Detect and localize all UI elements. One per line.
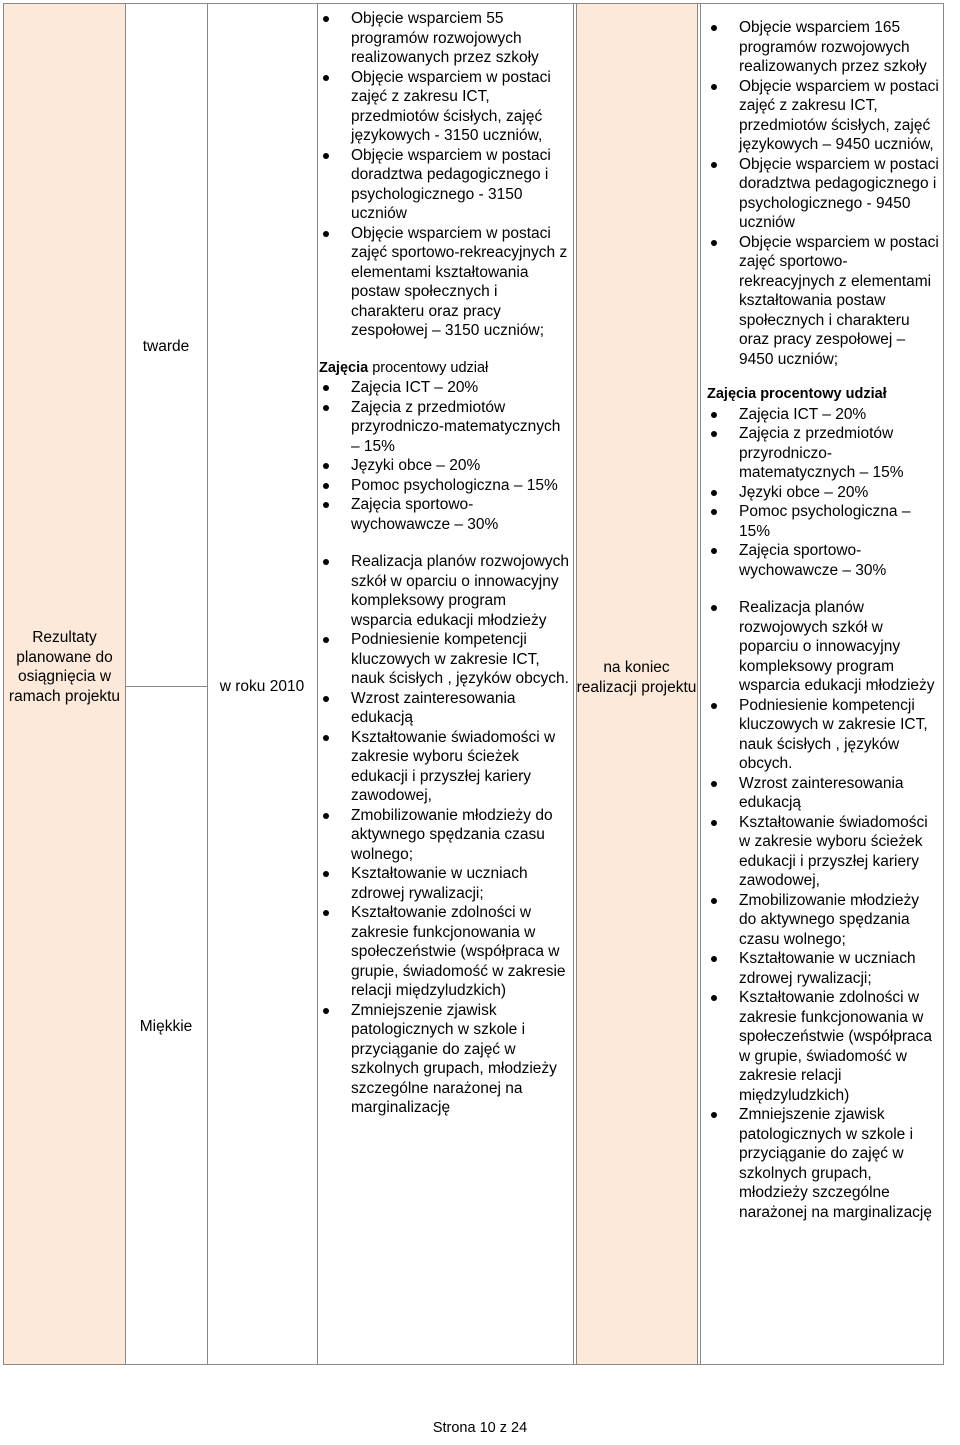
list-item: Wzrost zainteresowania edukacją xyxy=(707,774,939,813)
list-item: Zajęcia ICT – 20% xyxy=(319,378,569,398)
list-item: Podniesienie kompetencji kluczowych w zakresie ICT, nauk ścisłych , języków obcych. xyxy=(707,696,939,774)
soft-label: Miękkie xyxy=(139,1018,193,1035)
list-item: Zajęcia sportowo-wychowawcze – 30% xyxy=(319,495,569,534)
list-item: Objęcie wsparciem w postaci zajęć z zakresu ICT, przedmiotów ścisłych, zajęć językowych – 9450 uczniów, xyxy=(707,77,939,155)
list-item: Realizacja planów rozwojowych szkół w oparciu o innowacyjny kompleksowy program wsparcia edukacji młodzieży xyxy=(319,552,569,630)
results-label: Rezultaty planowane do osiągnięcia w ramach projektu xyxy=(8,629,121,705)
list-item: Objęcie wsparciem 55 programów rozwojowych realizowanych przez szkoły xyxy=(319,9,569,68)
list-item: Pomoc psychologiczna – 15% xyxy=(319,476,569,496)
list-item: Objęcie wsparciem w postaci zajęć sportowo-rekreacyjnych z elementami kształtowania postaw społecznych i charakteru oraz pracy zespołowej – 3150 uczniów; xyxy=(319,224,569,341)
end-column xyxy=(707,18,939,1222)
list-item: Kształtowanie w uczniach zdrowej rywalizacji; xyxy=(319,864,569,903)
list-item: Kształtowanie zdolności w zakresie funkcjonowania w społeczeństwie (współpraca w grupie, świadomość w zakresie relacji międzyludzkich) xyxy=(319,903,569,1001)
divider xyxy=(125,686,207,687)
share-heading: Zajęcia procentowy udział xyxy=(707,386,887,402)
list-item: Podniesienie kompetencji kluczowych w zakresie ICT, nauk ścisłych , języków obcych. xyxy=(319,630,569,689)
list-item: Zajęcia z przedmiotów przyrodniczo-matematycznych – 15% xyxy=(707,424,939,483)
list-item: Objęcie wsparciem w postaci doradztwa pedagogicznego i psychologicznego - 9450 uczniów xyxy=(707,155,939,233)
hard-results-list xyxy=(319,9,569,341)
share-heading-rest: procentowy udział xyxy=(368,359,489,376)
list-item: Pomoc psychologiczna – 15% xyxy=(707,502,939,541)
divider xyxy=(697,4,698,1364)
divider xyxy=(573,4,574,1364)
list-item: Zajęcia sportowo-wychowawcze – 30% xyxy=(707,541,939,580)
hard-label: twarde xyxy=(142,338,190,355)
share-heading xyxy=(319,359,569,379)
list-item: Kształtowanie świadomości w zakresie wyboru ścieżek edukacji i przyszłej kariery zawodowej, xyxy=(319,728,569,806)
share-list xyxy=(707,405,939,581)
list-item: Wzrost zainteresowania edukacją xyxy=(319,689,569,728)
hard-results-list xyxy=(707,18,939,369)
year-label: w roku 2010 xyxy=(219,678,305,695)
divider xyxy=(317,4,318,1364)
list-item: Zmniejszenie zjawisk patologicznych w szkole i przyciąganie do zajęć w szkolnych grupach, młodzieży szczególne narażonej na marginalizację xyxy=(319,1001,569,1118)
list-item: Objęcie wsparciem w postaci zajęć z zakresu ICT, przedmiotów ścisłych, zajęć językowych - 3150 uczniów, xyxy=(319,68,569,146)
list-item: Realizacja planów rozwojowych szkół w poparciu o innowacyjny kompleksowy program wsparcia edukacji młodzieży xyxy=(707,598,939,696)
list-item: Zmobilizowanie młodzieży do aktywnego spędzania czasu wolnego; xyxy=(707,891,939,950)
divider xyxy=(125,4,126,1364)
list-item: Języki obce – 20% xyxy=(319,456,569,476)
list-item: Objęcie wsparciem 165 programów rozwojowych realizowanych przez szkoły xyxy=(707,18,939,77)
list-item: Zmobilizowanie młodzieży do aktywnego spędzania czasu wolnego; xyxy=(319,806,569,865)
share-heading-bold: Zajęcia xyxy=(319,359,369,376)
results-table xyxy=(3,3,944,1365)
end-label: na koniec realizacji projektu xyxy=(576,659,697,696)
share-list xyxy=(319,378,569,534)
list-item: Zajęcia z przedmiotów przyrodniczo-matematycznych – 15% xyxy=(319,398,569,457)
list-item: Objęcie wsparciem w postaci doradztwa pedagogicznego i psychologicznego - 3150 uczniów xyxy=(319,146,569,224)
list-item: Kształtowanie zdolności w zakresie funkcjonowania w społeczeństwie (współpraca w grupie, świadomość w zakresie relacji międzyludzkich) xyxy=(707,988,939,1105)
list-item: Języki obce – 20% xyxy=(707,483,939,503)
divider xyxy=(700,4,701,1364)
list-item: Zmniejszenie zjawisk patologicznych w szkole i przyciąganie do zajęć w szkolnych grupach, młodzieży szczególne narażonej na marginalizację xyxy=(707,1105,939,1222)
list-item: Zajęcia ICT – 20% xyxy=(707,405,939,425)
soft-results-list xyxy=(707,598,939,1222)
list-item: Kształtowanie świadomości w zakresie wyboru ścieżek edukacji i przyszłej kariery zawodowej, xyxy=(707,813,939,891)
list-item: Kształtowanie w uczniach zdrowej rywalizacji; xyxy=(707,949,939,988)
soft-results-list xyxy=(319,552,569,1118)
year-column xyxy=(319,9,569,1118)
page-footer: Strona 10 z 24 xyxy=(432,1420,528,1436)
list-item: Objęcie wsparciem w postaci zajęć sportowo-rekreacyjnych z elementami kształtowania postaw społecznych i charakteru oraz pracy zespołowej – 9450 uczniów; xyxy=(707,233,939,370)
